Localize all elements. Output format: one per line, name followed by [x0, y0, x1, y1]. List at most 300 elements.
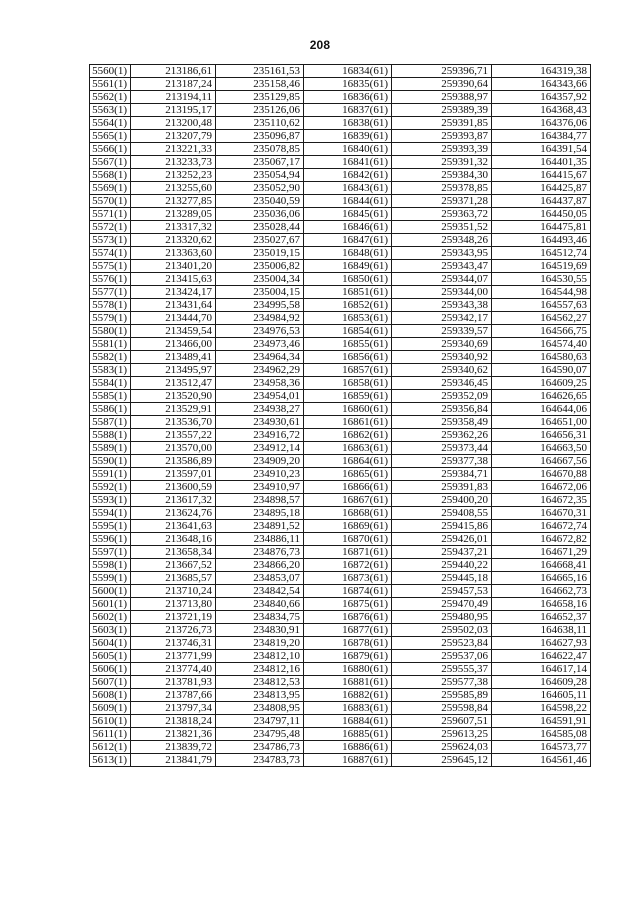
y-coordinate-cell: 234783,73 — [216, 754, 304, 767]
y-coordinate-cell: 164557,63 — [492, 299, 591, 312]
table-row — [90, 338, 591, 351]
point-id-cell: 5597(1) — [90, 546, 131, 559]
table-row — [90, 481, 591, 494]
x-coordinate-cell: 213317,32 — [131, 221, 216, 234]
x-coordinate-cell: 213424,17 — [131, 286, 216, 299]
y-coordinate-cell: 164562,27 — [492, 312, 591, 325]
table-row — [90, 559, 591, 572]
y-coordinate-cell: 234886,11 — [216, 533, 304, 546]
y-coordinate-cell: 164672,82 — [492, 533, 591, 546]
point-id-cell: 5607(1) — [90, 676, 131, 689]
point-id-cell: 5594(1) — [90, 507, 131, 520]
x-coordinate-cell: 259502,03 — [392, 624, 492, 637]
point-id-cell: 5573(1) — [90, 234, 131, 247]
y-coordinate-cell: 234995,58 — [216, 299, 304, 312]
x-coordinate-cell: 213529,91 — [131, 403, 216, 416]
point-id-cell: 5580(1) — [90, 325, 131, 338]
point-id-cell: 5610(1) — [90, 715, 131, 728]
x-coordinate-cell: 259624,03 — [392, 741, 492, 754]
y-coordinate-cell: 164561,46 — [492, 754, 591, 767]
table-row — [90, 195, 591, 208]
x-coordinate-cell: 213195,17 — [131, 104, 216, 117]
point-id-cell: 16851(61) — [304, 286, 392, 299]
x-coordinate-cell: 259343,38 — [392, 299, 492, 312]
point-id-cell: 16886(61) — [304, 741, 392, 754]
point-id-cell: 16873(61) — [304, 572, 392, 585]
point-id-cell: 5565(1) — [90, 130, 131, 143]
x-coordinate-cell: 259480,95 — [392, 611, 492, 624]
y-coordinate-cell: 234958,36 — [216, 377, 304, 390]
point-id-cell: 5570(1) — [90, 195, 131, 208]
y-coordinate-cell: 164665,16 — [492, 572, 591, 585]
y-coordinate-cell: 164672,35 — [492, 494, 591, 507]
y-coordinate-cell: 235158,46 — [216, 78, 304, 91]
x-coordinate-cell: 213277,85 — [131, 195, 216, 208]
y-coordinate-cell: 164566,75 — [492, 325, 591, 338]
x-coordinate-cell: 259340,62 — [392, 364, 492, 377]
y-coordinate-cell: 164425,87 — [492, 182, 591, 195]
y-coordinate-cell: 234819,20 — [216, 637, 304, 650]
table-row — [90, 286, 591, 299]
point-id-cell: 5566(1) — [90, 143, 131, 156]
table-row — [90, 494, 591, 507]
y-coordinate-cell: 235110,62 — [216, 117, 304, 130]
table-row — [90, 364, 591, 377]
x-coordinate-cell: 259523,84 — [392, 637, 492, 650]
x-coordinate-cell: 259342,17 — [392, 312, 492, 325]
table-row — [90, 650, 591, 663]
y-coordinate-cell: 164437,87 — [492, 195, 591, 208]
point-id-cell: 5572(1) — [90, 221, 131, 234]
table-row — [90, 351, 591, 364]
x-coordinate-cell: 259437,21 — [392, 546, 492, 559]
x-coordinate-cell: 259645,12 — [392, 754, 492, 767]
x-coordinate-cell: 259339,57 — [392, 325, 492, 338]
y-coordinate-cell: 234840,66 — [216, 598, 304, 611]
table-row — [90, 676, 591, 689]
y-coordinate-cell: 164357,92 — [492, 91, 591, 104]
y-coordinate-cell: 235161,53 — [216, 65, 304, 78]
x-coordinate-cell: 259373,44 — [392, 442, 492, 455]
point-id-cell: 16843(61) — [304, 182, 392, 195]
point-id-cell: 5591(1) — [90, 468, 131, 481]
point-id-cell: 16838(61) — [304, 117, 392, 130]
point-id-cell: 16852(61) — [304, 299, 392, 312]
x-coordinate-cell: 259344,00 — [392, 286, 492, 299]
x-coordinate-cell: 213512,47 — [131, 377, 216, 390]
table-row — [90, 78, 591, 91]
point-id-cell: 5577(1) — [90, 286, 131, 299]
point-id-cell: 5613(1) — [90, 754, 131, 767]
x-coordinate-cell: 259371,28 — [392, 195, 492, 208]
y-coordinate-cell: 164662,73 — [492, 585, 591, 598]
y-coordinate-cell: 235019,15 — [216, 247, 304, 260]
x-coordinate-cell: 259445,18 — [392, 572, 492, 585]
x-coordinate-cell: 259391,83 — [392, 481, 492, 494]
y-coordinate-cell: 234930,61 — [216, 416, 304, 429]
y-coordinate-cell: 234938,27 — [216, 403, 304, 416]
table-row — [90, 273, 591, 286]
x-coordinate-cell: 213363,60 — [131, 247, 216, 260]
x-coordinate-cell: 259440,22 — [392, 559, 492, 572]
y-coordinate-cell: 234830,91 — [216, 624, 304, 637]
x-coordinate-cell: 213839,72 — [131, 741, 216, 754]
x-coordinate-cell: 213821,36 — [131, 728, 216, 741]
y-coordinate-cell: 164343,66 — [492, 78, 591, 91]
point-id-cell: 5596(1) — [90, 533, 131, 546]
x-coordinate-cell: 259340,92 — [392, 351, 492, 364]
table-row — [90, 572, 591, 585]
table-row — [90, 611, 591, 624]
table-row — [90, 234, 591, 247]
point-id-cell: 16879(61) — [304, 650, 392, 663]
y-coordinate-cell: 164638,11 — [492, 624, 591, 637]
point-id-cell: 16849(61) — [304, 260, 392, 273]
y-coordinate-cell: 234962,29 — [216, 364, 304, 377]
x-coordinate-cell: 213536,70 — [131, 416, 216, 429]
point-id-cell: 16860(61) — [304, 403, 392, 416]
point-id-cell: 16858(61) — [304, 377, 392, 390]
point-id-cell: 16857(61) — [304, 364, 392, 377]
x-coordinate-cell: 259358,49 — [392, 416, 492, 429]
point-id-cell: 16877(61) — [304, 624, 392, 637]
point-id-cell: 16839(61) — [304, 130, 392, 143]
y-coordinate-cell: 234842,54 — [216, 585, 304, 598]
x-coordinate-cell: 259377,38 — [392, 455, 492, 468]
point-id-cell: 16850(61) — [304, 273, 392, 286]
point-id-cell: 16871(61) — [304, 546, 392, 559]
x-coordinate-cell: 259555,37 — [392, 663, 492, 676]
y-coordinate-cell: 164530,55 — [492, 273, 591, 286]
x-coordinate-cell: 213774,40 — [131, 663, 216, 676]
point-id-cell: 16884(61) — [304, 715, 392, 728]
y-coordinate-cell: 164667,56 — [492, 455, 591, 468]
y-coordinate-cell: 164580,63 — [492, 351, 591, 364]
table-row — [90, 728, 591, 741]
table-row — [90, 585, 591, 598]
y-coordinate-cell: 164585,08 — [492, 728, 591, 741]
y-coordinate-cell: 235129,85 — [216, 91, 304, 104]
table-row — [90, 689, 591, 702]
y-coordinate-cell: 234808,95 — [216, 702, 304, 715]
table-row — [90, 325, 591, 338]
table-row — [90, 741, 591, 754]
y-coordinate-cell: 164605,11 — [492, 689, 591, 702]
x-coordinate-cell: 213648,16 — [131, 533, 216, 546]
x-coordinate-cell: 259537,06 — [392, 650, 492, 663]
table-row — [90, 377, 591, 390]
x-coordinate-cell: 213570,00 — [131, 442, 216, 455]
x-coordinate-cell: 213289,05 — [131, 208, 216, 221]
point-id-cell: 16836(61) — [304, 91, 392, 104]
point-id-cell: 5606(1) — [90, 663, 131, 676]
table-row — [90, 104, 591, 117]
point-id-cell: 5585(1) — [90, 390, 131, 403]
x-coordinate-cell: 213597,01 — [131, 468, 216, 481]
table-row — [90, 169, 591, 182]
point-id-cell: 16874(61) — [304, 585, 392, 598]
x-coordinate-cell: 213721,19 — [131, 611, 216, 624]
x-coordinate-cell: 259613,25 — [392, 728, 492, 741]
x-coordinate-cell: 213252,23 — [131, 169, 216, 182]
point-id-cell: 5568(1) — [90, 169, 131, 182]
point-id-cell: 5601(1) — [90, 598, 131, 611]
point-id-cell: 16878(61) — [304, 637, 392, 650]
point-id-cell: 16868(61) — [304, 507, 392, 520]
point-id-cell: 16837(61) — [304, 104, 392, 117]
x-coordinate-cell: 213746,31 — [131, 637, 216, 650]
point-id-cell: 16842(61) — [304, 169, 392, 182]
point-id-cell: 5579(1) — [90, 312, 131, 325]
table-row — [90, 637, 591, 650]
point-id-cell: 5595(1) — [90, 520, 131, 533]
point-id-cell: 5604(1) — [90, 637, 131, 650]
x-coordinate-cell: 213841,79 — [131, 754, 216, 767]
x-coordinate-cell: 259378,85 — [392, 182, 492, 195]
y-coordinate-cell: 235006,82 — [216, 260, 304, 273]
x-coordinate-cell: 259393,39 — [392, 143, 492, 156]
x-coordinate-cell: 259351,52 — [392, 221, 492, 234]
point-id-cell: 16855(61) — [304, 338, 392, 351]
table-row — [90, 533, 591, 546]
y-coordinate-cell: 235054,94 — [216, 169, 304, 182]
table-row — [90, 403, 591, 416]
x-coordinate-cell: 213726,73 — [131, 624, 216, 637]
table-row — [90, 65, 591, 78]
point-id-cell: 5609(1) — [90, 702, 131, 715]
x-coordinate-cell: 259598,84 — [392, 702, 492, 715]
y-coordinate-cell: 164401,35 — [492, 156, 591, 169]
y-coordinate-cell: 164609,25 — [492, 377, 591, 390]
x-coordinate-cell: 259352,09 — [392, 390, 492, 403]
point-id-cell: 5560(1) — [90, 65, 131, 78]
y-coordinate-cell: 234834,75 — [216, 611, 304, 624]
point-id-cell: 16846(61) — [304, 221, 392, 234]
point-id-cell: 16861(61) — [304, 416, 392, 429]
x-coordinate-cell: 213781,93 — [131, 676, 216, 689]
table-row — [90, 182, 591, 195]
table-row — [90, 468, 591, 481]
y-coordinate-cell: 164384,77 — [492, 130, 591, 143]
point-id-cell: 5603(1) — [90, 624, 131, 637]
table-row — [90, 156, 591, 169]
x-coordinate-cell: 259389,39 — [392, 104, 492, 117]
x-coordinate-cell: 213617,32 — [131, 494, 216, 507]
x-coordinate-cell: 259426,01 — [392, 533, 492, 546]
point-id-cell: 16835(61) — [304, 78, 392, 91]
point-id-cell: 16853(61) — [304, 312, 392, 325]
x-coordinate-cell: 259393,87 — [392, 130, 492, 143]
x-coordinate-cell: 213194,11 — [131, 91, 216, 104]
y-coordinate-cell: 234812,10 — [216, 650, 304, 663]
x-coordinate-cell: 259384,71 — [392, 468, 492, 481]
table-row — [90, 91, 591, 104]
y-coordinate-cell: 164591,91 — [492, 715, 591, 728]
point-id-cell: 16854(61) — [304, 325, 392, 338]
x-coordinate-cell: 213667,52 — [131, 559, 216, 572]
x-coordinate-cell: 213600,59 — [131, 481, 216, 494]
y-coordinate-cell: 234912,14 — [216, 442, 304, 455]
x-coordinate-cell: 259585,89 — [392, 689, 492, 702]
table-row — [90, 390, 591, 403]
y-coordinate-cell: 164663,50 — [492, 442, 591, 455]
point-id-cell: 16887(61) — [304, 754, 392, 767]
point-id-cell: 5561(1) — [90, 78, 131, 91]
point-id-cell: 16867(61) — [304, 494, 392, 507]
point-id-cell: 16834(61) — [304, 65, 392, 78]
y-coordinate-cell: 234910,23 — [216, 468, 304, 481]
x-coordinate-cell: 259388,97 — [392, 91, 492, 104]
x-coordinate-cell: 259577,38 — [392, 676, 492, 689]
y-coordinate-cell: 164450,05 — [492, 208, 591, 221]
table-row — [90, 416, 591, 429]
table-row — [90, 663, 591, 676]
point-id-cell: 5589(1) — [90, 442, 131, 455]
point-id-cell: 16876(61) — [304, 611, 392, 624]
point-id-cell: 16870(61) — [304, 533, 392, 546]
y-coordinate-cell: 164512,74 — [492, 247, 591, 260]
x-coordinate-cell: 213320,62 — [131, 234, 216, 247]
y-coordinate-cell: 235067,17 — [216, 156, 304, 169]
x-coordinate-cell: 259343,47 — [392, 260, 492, 273]
y-coordinate-cell: 164319,38 — [492, 65, 591, 78]
point-id-cell: 16882(61) — [304, 689, 392, 702]
y-coordinate-cell: 164626,65 — [492, 390, 591, 403]
point-id-cell: 5575(1) — [90, 260, 131, 273]
y-coordinate-cell: 164376,06 — [492, 117, 591, 130]
point-id-cell: 5571(1) — [90, 208, 131, 221]
point-id-cell: 5563(1) — [90, 104, 131, 117]
y-coordinate-cell: 234895,18 — [216, 507, 304, 520]
table-row — [90, 260, 591, 273]
coordinates-table-body — [90, 65, 591, 767]
x-coordinate-cell: 259607,51 — [392, 715, 492, 728]
x-coordinate-cell: 213557,22 — [131, 429, 216, 442]
y-coordinate-cell: 164609,28 — [492, 676, 591, 689]
point-id-cell: 16872(61) — [304, 559, 392, 572]
y-coordinate-cell: 164368,43 — [492, 104, 591, 117]
point-id-cell: 16856(61) — [304, 351, 392, 364]
y-coordinate-cell: 235126,06 — [216, 104, 304, 117]
x-coordinate-cell: 213624,76 — [131, 507, 216, 520]
y-coordinate-cell: 235004,34 — [216, 273, 304, 286]
point-id-cell: 16844(61) — [304, 195, 392, 208]
y-coordinate-cell: 234964,34 — [216, 351, 304, 364]
point-id-cell: 5598(1) — [90, 559, 131, 572]
point-id-cell: 5562(1) — [90, 91, 131, 104]
y-coordinate-cell: 164598,22 — [492, 702, 591, 715]
x-coordinate-cell: 213401,20 — [131, 260, 216, 273]
page-number: 208 — [309, 38, 331, 52]
point-id-cell: 5590(1) — [90, 455, 131, 468]
x-coordinate-cell: 259391,85 — [392, 117, 492, 130]
y-coordinate-cell: 234797,11 — [216, 715, 304, 728]
y-coordinate-cell: 235027,67 — [216, 234, 304, 247]
table-row — [90, 715, 591, 728]
y-coordinate-cell: 235036,06 — [216, 208, 304, 221]
point-id-cell: 5581(1) — [90, 338, 131, 351]
x-coordinate-cell: 213459,54 — [131, 325, 216, 338]
table-row — [90, 754, 591, 767]
point-id-cell: 16883(61) — [304, 702, 392, 715]
y-coordinate-cell: 234891,52 — [216, 520, 304, 533]
coordinates-table — [89, 64, 591, 767]
table-row — [90, 702, 591, 715]
y-coordinate-cell: 164652,37 — [492, 611, 591, 624]
x-coordinate-cell: 213520,90 — [131, 390, 216, 403]
point-id-cell: 5612(1) — [90, 741, 131, 754]
point-id-cell: 16847(61) — [304, 234, 392, 247]
point-id-cell: 5592(1) — [90, 481, 131, 494]
x-coordinate-cell: 213818,24 — [131, 715, 216, 728]
y-coordinate-cell: 234909,20 — [216, 455, 304, 468]
point-id-cell: 5583(1) — [90, 364, 131, 377]
x-coordinate-cell: 259400,20 — [392, 494, 492, 507]
point-id-cell: 16881(61) — [304, 676, 392, 689]
point-id-cell: 16848(61) — [304, 247, 392, 260]
y-coordinate-cell: 164658,16 — [492, 598, 591, 611]
point-id-cell: 5593(1) — [90, 494, 131, 507]
x-coordinate-cell: 213415,63 — [131, 273, 216, 286]
x-coordinate-cell: 213255,60 — [131, 182, 216, 195]
x-coordinate-cell: 213771,99 — [131, 650, 216, 663]
point-id-cell: 5574(1) — [90, 247, 131, 260]
point-id-cell: 16865(61) — [304, 468, 392, 481]
point-id-cell: 16869(61) — [304, 520, 392, 533]
x-coordinate-cell: 213444,70 — [131, 312, 216, 325]
point-id-cell: 5567(1) — [90, 156, 131, 169]
point-id-cell: 5588(1) — [90, 429, 131, 442]
x-coordinate-cell: 213186,61 — [131, 65, 216, 78]
y-coordinate-cell: 164672,06 — [492, 481, 591, 494]
table-row — [90, 429, 591, 442]
x-coordinate-cell: 259343,95 — [392, 247, 492, 260]
y-coordinate-cell: 234876,73 — [216, 546, 304, 559]
point-id-cell: 5582(1) — [90, 351, 131, 364]
y-coordinate-cell: 164627,93 — [492, 637, 591, 650]
table-row — [90, 442, 591, 455]
y-coordinate-cell: 234954,01 — [216, 390, 304, 403]
y-coordinate-cell: 234910,97 — [216, 481, 304, 494]
x-coordinate-cell: 259396,71 — [392, 65, 492, 78]
x-coordinate-cell: 213641,63 — [131, 520, 216, 533]
x-coordinate-cell: 213710,24 — [131, 585, 216, 598]
y-coordinate-cell: 235028,44 — [216, 221, 304, 234]
y-coordinate-cell: 164493,46 — [492, 234, 591, 247]
point-id-cell: 5602(1) — [90, 611, 131, 624]
x-coordinate-cell: 213221,33 — [131, 143, 216, 156]
table-row — [90, 507, 591, 520]
y-coordinate-cell: 164544,98 — [492, 286, 591, 299]
x-coordinate-cell: 213586,89 — [131, 455, 216, 468]
table-row — [90, 221, 591, 234]
y-coordinate-cell: 164644,06 — [492, 403, 591, 416]
x-coordinate-cell: 259390,64 — [392, 78, 492, 91]
x-coordinate-cell: 213658,34 — [131, 546, 216, 559]
y-coordinate-cell: 164475,81 — [492, 221, 591, 234]
y-coordinate-cell: 164391,54 — [492, 143, 591, 156]
x-coordinate-cell: 259356,84 — [392, 403, 492, 416]
x-coordinate-cell: 213489,41 — [131, 351, 216, 364]
y-coordinate-cell: 234866,20 — [216, 559, 304, 572]
y-coordinate-cell: 164622,47 — [492, 650, 591, 663]
x-coordinate-cell: 213200,48 — [131, 117, 216, 130]
point-id-cell: 16885(61) — [304, 728, 392, 741]
x-coordinate-cell: 259391,32 — [392, 156, 492, 169]
table-row — [90, 299, 591, 312]
y-coordinate-cell: 234973,46 — [216, 338, 304, 351]
point-id-cell: 16863(61) — [304, 442, 392, 455]
